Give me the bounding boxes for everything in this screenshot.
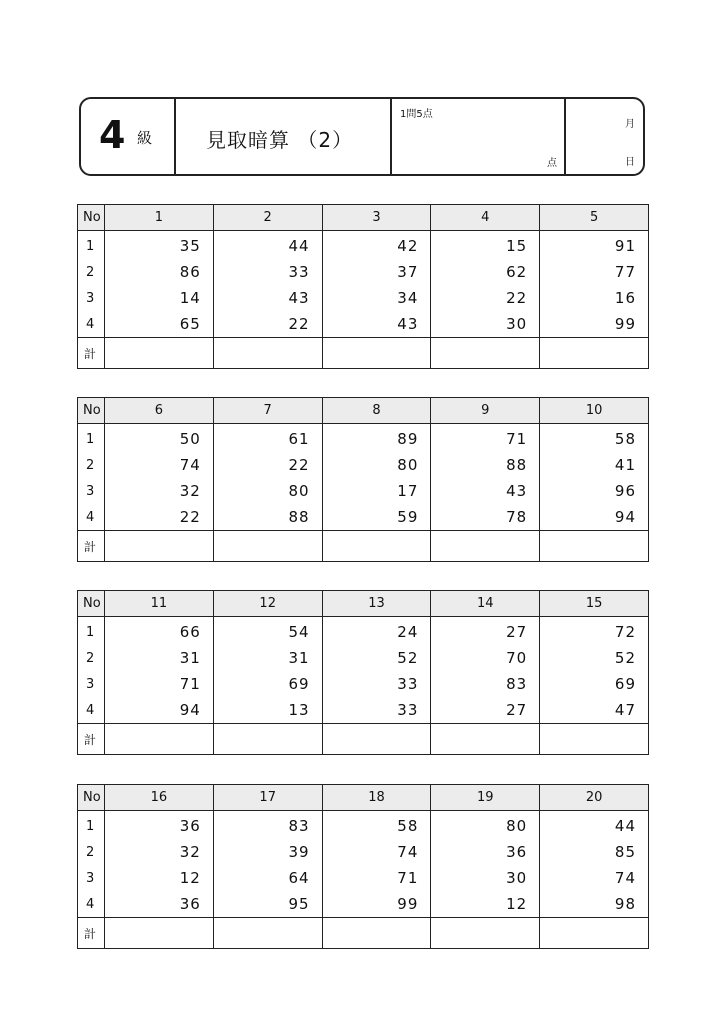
total-row (78, 531, 649, 562)
answer-cell[interactable] (105, 531, 214, 562)
number-cell: 16 (540, 285, 649, 311)
number-cell: 61 (213, 424, 322, 453)
number-cell: 34 (322, 285, 431, 311)
row-label: 1 (78, 231, 105, 260)
number-cell: 70 (431, 645, 540, 671)
answer-cell[interactable] (431, 724, 540, 755)
number-cell: 37 (322, 259, 431, 285)
number-cell: 94 (105, 697, 214, 724)
score-box (390, 99, 564, 174)
row-label: 3 (78, 285, 105, 311)
answer-cell[interactable] (105, 338, 214, 369)
number-cell: 36 (105, 811, 214, 840)
problem-number-header: 12 (213, 591, 322, 617)
number-cell: 71 (431, 424, 540, 453)
number-cell: 43 (213, 285, 322, 311)
number-cell: 36 (431, 839, 540, 865)
number-cell: 83 (431, 671, 540, 697)
number-cell: 22 (213, 311, 322, 338)
total-row (78, 918, 649, 949)
grade-unit: 級 (137, 129, 153, 147)
number-cell: 43 (431, 478, 540, 504)
answer-cell[interactable] (322, 918, 431, 949)
total-label: 計 (78, 918, 105, 949)
problem-number-header: 19 (431, 785, 540, 811)
table-row (78, 231, 649, 260)
row-label: 4 (78, 311, 105, 338)
table-row (78, 865, 649, 891)
table-row (78, 891, 649, 918)
problem-number-header: 1 (105, 205, 214, 231)
number-cell: 30 (431, 311, 540, 338)
answer-cell[interactable] (322, 531, 431, 562)
problem-number-header: 5 (540, 205, 649, 231)
table-row (78, 617, 649, 646)
total-label: 計 (78, 338, 105, 369)
number-cell: 13 (213, 697, 322, 724)
number-cell: 62 (431, 259, 540, 285)
number-cell: 32 (105, 478, 214, 504)
number-cell: 77 (540, 259, 649, 285)
row-label: 1 (78, 424, 105, 453)
number-cell: 72 (540, 617, 649, 646)
problem-number-header: 4 (431, 205, 540, 231)
problem-number-header: 9 (431, 398, 540, 424)
no-header: No (78, 398, 105, 424)
number-cell: 39 (213, 839, 322, 865)
answer-cell[interactable] (213, 338, 322, 369)
answer-cell[interactable] (431, 918, 540, 949)
problem-number-header: 18 (322, 785, 431, 811)
number-cell: 99 (322, 891, 431, 918)
number-cell: 24 (322, 617, 431, 646)
number-cell: 80 (213, 478, 322, 504)
number-cell: 44 (540, 811, 649, 840)
number-cell: 12 (431, 891, 540, 918)
answer-cell[interactable] (105, 918, 214, 949)
score-label: 1問5点 (400, 109, 433, 120)
number-cell: 12 (105, 865, 214, 891)
number-cell: 30 (431, 865, 540, 891)
total-label: 計 (78, 724, 105, 755)
number-cell: 96 (540, 478, 649, 504)
row-label: 4 (78, 891, 105, 918)
table-row (78, 424, 649, 453)
problem-number-header: 3 (322, 205, 431, 231)
number-cell: 52 (540, 645, 649, 671)
number-cell: 47 (540, 697, 649, 724)
no-header: No (78, 591, 105, 617)
number-cell: 58 (322, 811, 431, 840)
number-cell: 43 (322, 311, 431, 338)
row-label: 3 (78, 478, 105, 504)
table-row (78, 285, 649, 311)
problem-number-header: 20 (540, 785, 649, 811)
number-cell: 95 (213, 891, 322, 918)
answer-cell[interactable] (540, 724, 649, 755)
number-cell: 41 (540, 452, 649, 478)
row-label: 4 (78, 504, 105, 531)
problem-number-header: 16 (105, 785, 214, 811)
number-cell: 22 (431, 285, 540, 311)
table-row (78, 478, 649, 504)
score-unit: 点 (547, 158, 557, 169)
table-header-row (78, 591, 649, 617)
no-header: No (78, 785, 105, 811)
answer-cell[interactable] (540, 531, 649, 562)
table-header-row (78, 785, 649, 811)
number-cell: 22 (105, 504, 214, 531)
number-cell: 99 (540, 311, 649, 338)
grade-box (81, 99, 174, 174)
answer-cell[interactable] (322, 338, 431, 369)
number-cell: 52 (322, 645, 431, 671)
problem-number-header: 2 (213, 205, 322, 231)
number-cell: 74 (540, 865, 649, 891)
table-row (78, 452, 649, 478)
row-label: 2 (78, 645, 105, 671)
worksheet-header (79, 97, 645, 176)
number-cell: 44 (213, 231, 322, 260)
number-cell: 78 (431, 504, 540, 531)
number-cell: 27 (431, 617, 540, 646)
answer-cell[interactable] (540, 918, 649, 949)
title-box (174, 99, 390, 174)
number-cell: 89 (322, 424, 431, 453)
table-row (78, 697, 649, 724)
problem-table (77, 590, 649, 755)
date-box (564, 99, 643, 174)
number-cell: 58 (540, 424, 649, 453)
answer-cell[interactable] (431, 338, 540, 369)
number-cell: 71 (322, 865, 431, 891)
table-row (78, 645, 649, 671)
problem-number-header: 17 (213, 785, 322, 811)
answer-cell[interactable] (431, 531, 540, 562)
problem-number-header: 10 (540, 398, 649, 424)
worksheet-title: 見取暗算 （2） (206, 128, 354, 152)
problem-number-header: 15 (540, 591, 649, 617)
number-cell: 74 (105, 452, 214, 478)
number-cell: 65 (105, 311, 214, 338)
number-cell: 69 (540, 671, 649, 697)
answer-cell[interactable] (540, 338, 649, 369)
row-label: 2 (78, 839, 105, 865)
number-cell: 22 (213, 452, 322, 478)
table-header-row (78, 205, 649, 231)
problem-table (77, 204, 649, 369)
number-cell: 69 (213, 671, 322, 697)
problem-number-header: 13 (322, 591, 431, 617)
number-cell: 80 (431, 811, 540, 840)
problem-table (77, 784, 649, 949)
table-row (78, 504, 649, 531)
number-cell: 31 (213, 645, 322, 671)
row-label: 4 (78, 697, 105, 724)
number-cell: 32 (105, 839, 214, 865)
number-cell: 71 (105, 671, 214, 697)
number-cell: 85 (540, 839, 649, 865)
number-cell: 14 (105, 285, 214, 311)
number-cell: 42 (322, 231, 431, 260)
problem-number-header: 11 (105, 591, 214, 617)
number-cell: 50 (105, 424, 214, 453)
table-row (78, 259, 649, 285)
row-label: 3 (78, 865, 105, 891)
row-label: 3 (78, 671, 105, 697)
total-row (78, 338, 649, 369)
problem-table (77, 397, 649, 562)
number-cell: 94 (540, 504, 649, 531)
number-cell: 17 (322, 478, 431, 504)
number-cell: 27 (431, 697, 540, 724)
problem-number-header: 7 (213, 398, 322, 424)
row-label: 2 (78, 259, 105, 285)
total-row (78, 724, 649, 755)
number-cell: 64 (213, 865, 322, 891)
number-cell: 35 (105, 231, 214, 260)
number-cell: 91 (540, 231, 649, 260)
number-cell: 33 (213, 259, 322, 285)
number-cell: 33 (322, 697, 431, 724)
problem-number-header: 14 (431, 591, 540, 617)
number-cell: 88 (213, 504, 322, 531)
number-cell: 66 (105, 617, 214, 646)
problem-number-header: 6 (105, 398, 214, 424)
table-row (78, 311, 649, 338)
number-cell: 59 (322, 504, 431, 531)
problem-number-header: 8 (322, 398, 431, 424)
number-cell: 98 (540, 891, 649, 918)
answer-cell[interactable] (322, 724, 431, 755)
number-cell: 54 (213, 617, 322, 646)
answer-cell[interactable] (213, 531, 322, 562)
number-cell: 83 (213, 811, 322, 840)
number-cell: 74 (322, 839, 431, 865)
answer-cell[interactable] (105, 724, 214, 755)
answer-cell[interactable] (213, 918, 322, 949)
day-label: 日 (625, 157, 635, 168)
answer-cell[interactable] (213, 724, 322, 755)
grade-number: 4 (99, 113, 126, 157)
number-cell: 80 (322, 452, 431, 478)
table-row (78, 671, 649, 697)
number-cell: 88 (431, 452, 540, 478)
number-cell: 31 (105, 645, 214, 671)
row-label: 2 (78, 452, 105, 478)
month-label: 月 (625, 119, 635, 130)
table-row (78, 839, 649, 865)
row-label: 1 (78, 617, 105, 646)
number-cell: 15 (431, 231, 540, 260)
table-row (78, 811, 649, 840)
number-cell: 36 (105, 891, 214, 918)
no-header: No (78, 205, 105, 231)
table-header-row (78, 398, 649, 424)
row-label: 1 (78, 811, 105, 840)
total-label: 計 (78, 531, 105, 562)
number-cell: 33 (322, 671, 431, 697)
number-cell: 86 (105, 259, 214, 285)
